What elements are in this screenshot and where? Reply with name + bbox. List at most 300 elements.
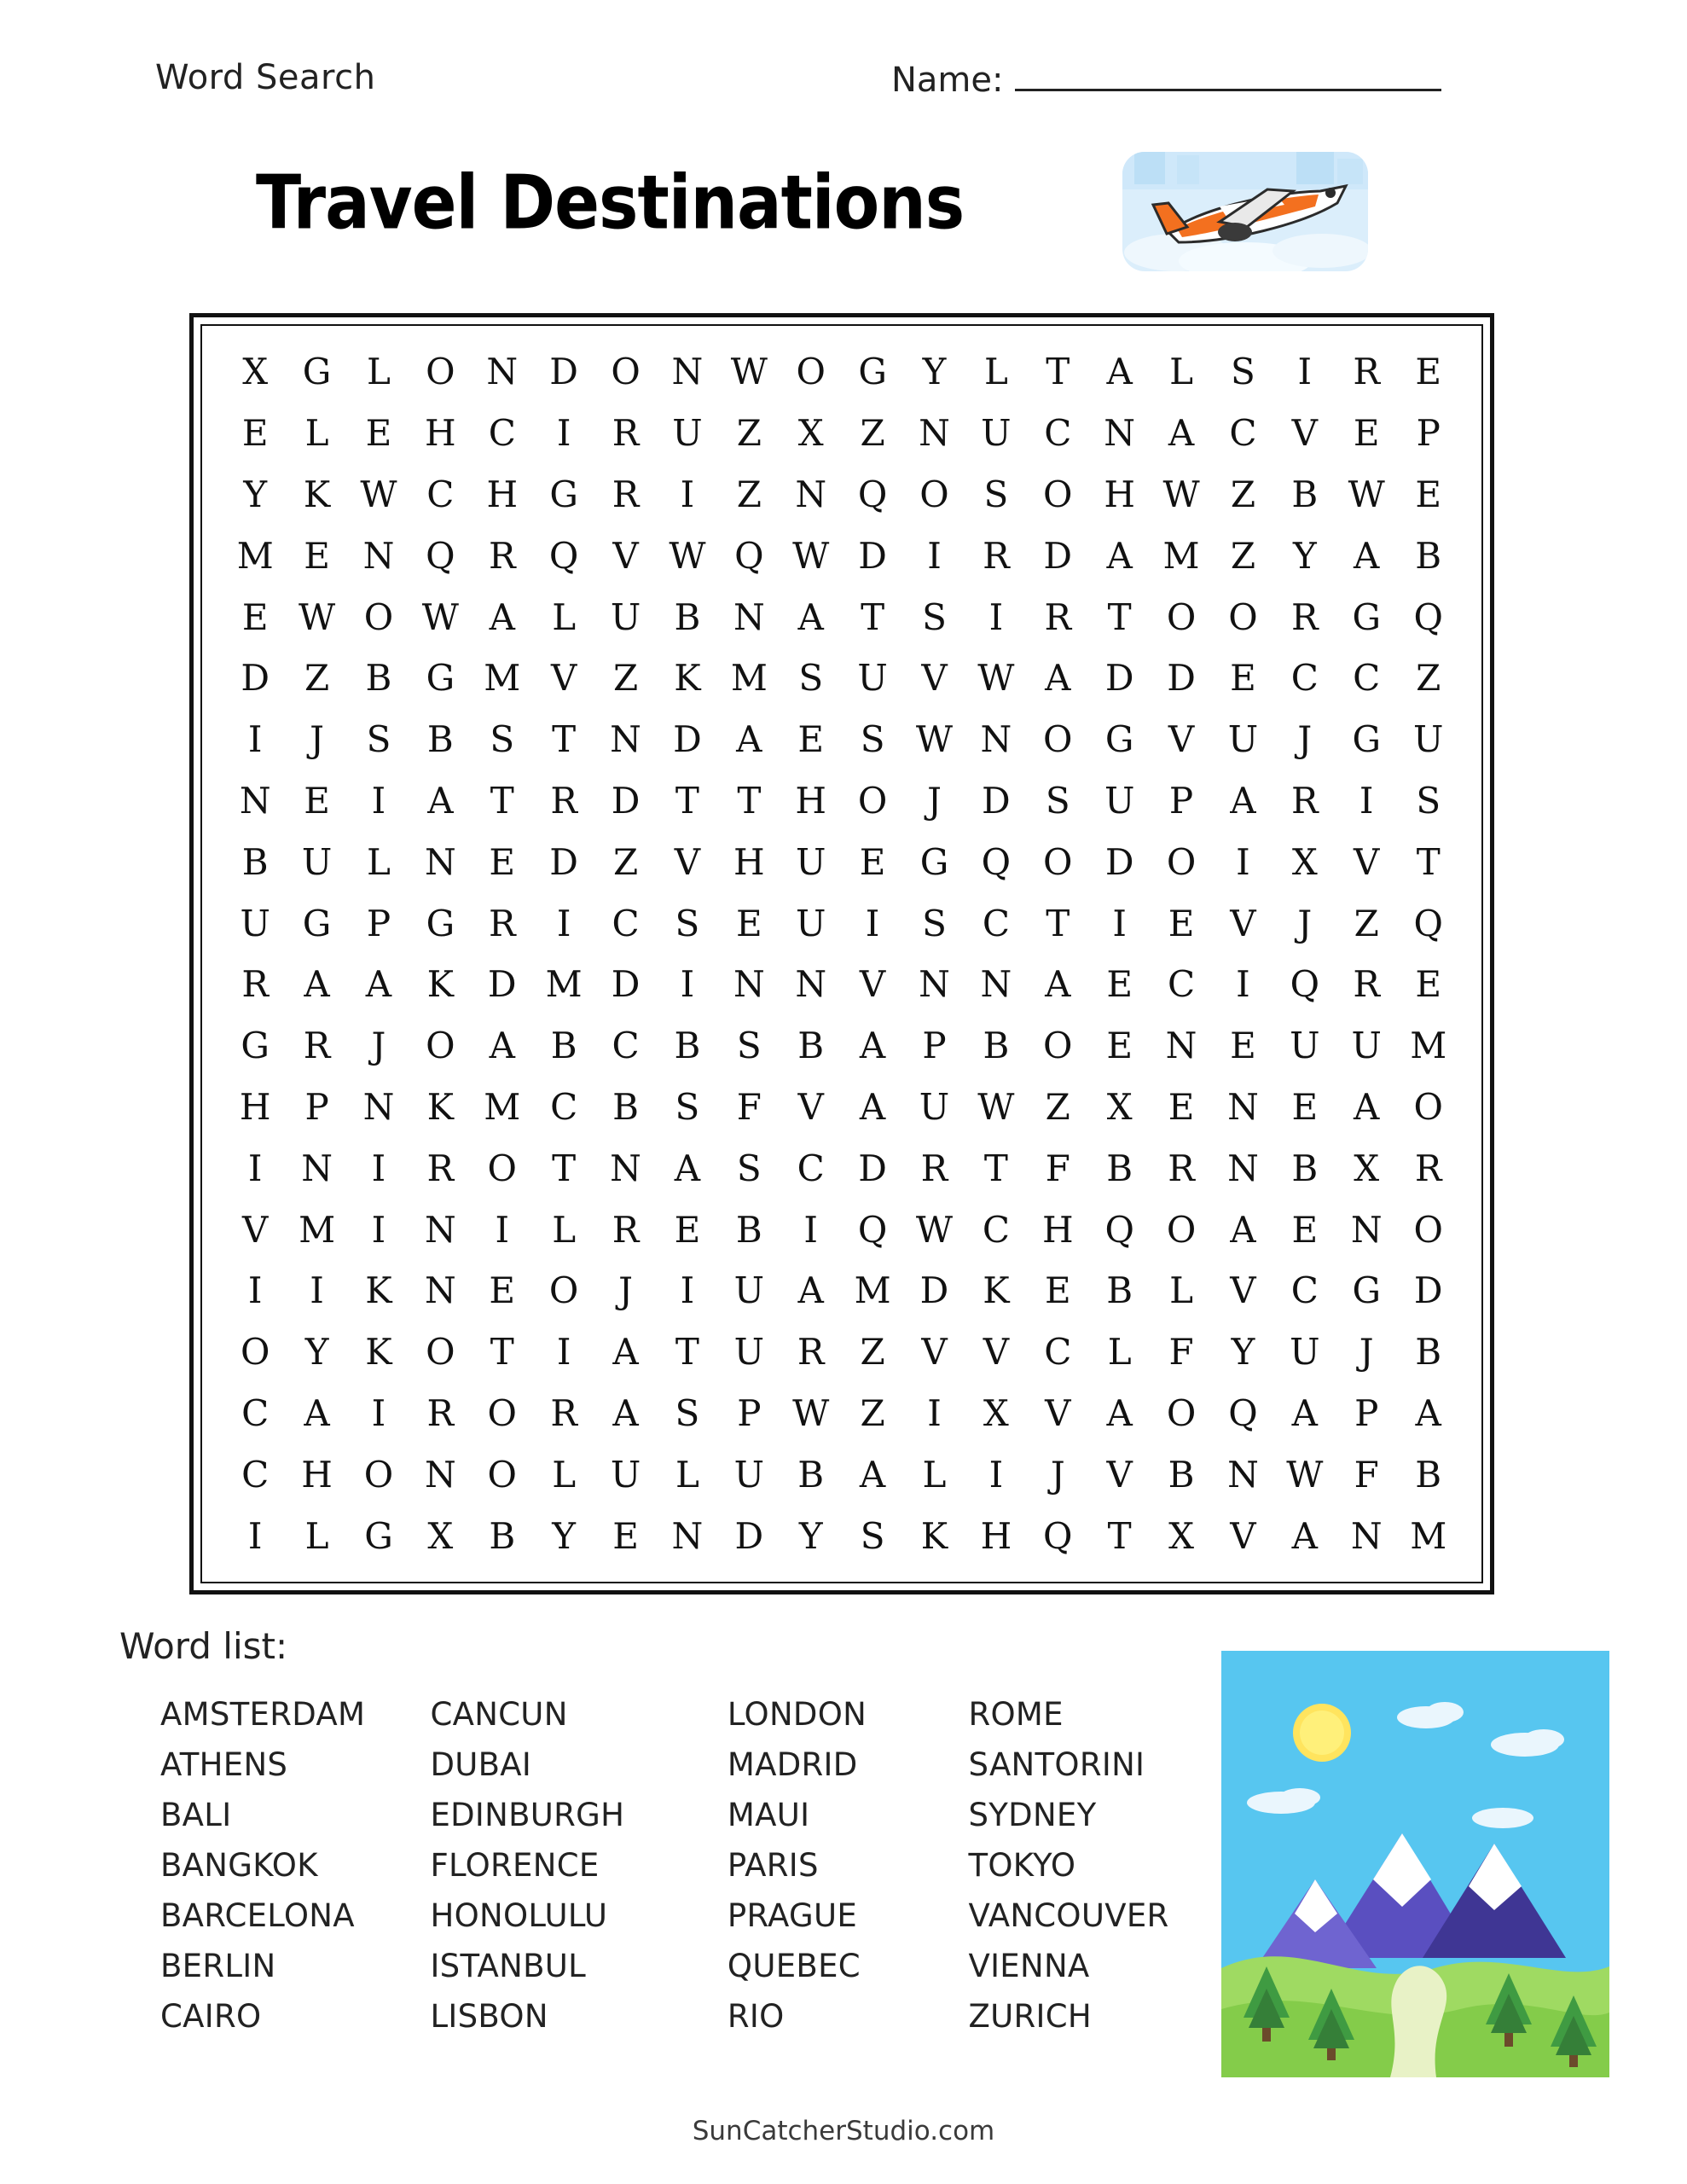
grid-cell[interactable]: D: [982, 779, 1011, 822]
grid-cell[interactable]: H: [1104, 473, 1135, 515]
grid-cell[interactable]: Q: [734, 534, 764, 577]
grid-cell[interactable]: N: [362, 534, 395, 577]
grid-cell[interactable]: J: [1297, 718, 1313, 761]
grid-cell[interactable]: I: [1236, 840, 1250, 883]
grid-cell[interactable]: A: [1291, 1391, 1318, 1434]
grid-cell[interactable]: T: [1046, 351, 1070, 393]
grid-cell[interactable]: N: [486, 351, 519, 393]
grid-cell[interactable]: U: [1290, 1025, 1320, 1067]
grid-cell[interactable]: B: [426, 718, 454, 761]
grid-cell[interactable]: V: [1354, 840, 1380, 883]
grid-cell[interactable]: K: [426, 1085, 455, 1128]
grid-cell[interactable]: I: [1112, 902, 1127, 944]
grid-cell[interactable]: S: [798, 657, 824, 700]
grid-cell[interactable]: B: [674, 1025, 701, 1067]
grid-cell[interactable]: L: [552, 595, 577, 638]
grid-cell[interactable]: L: [922, 1453, 947, 1496]
grid-cell[interactable]: E: [489, 1269, 516, 1312]
grid-cell[interactable]: K: [365, 1331, 392, 1374]
grid-cell[interactable]: T: [675, 779, 699, 822]
grid-cell[interactable]: V: [550, 657, 577, 700]
grid-cell[interactable]: J: [310, 718, 324, 761]
grid-cell[interactable]: E: [365, 412, 392, 455]
word-list-item[interactable]: EDINBURGH: [430, 1797, 625, 1833]
grid-cell[interactable]: A: [1354, 1085, 1380, 1128]
grid-cell[interactable]: V: [797, 1085, 824, 1128]
grid-cell[interactable]: Z: [1354, 902, 1379, 944]
grid-cell[interactable]: L: [367, 351, 391, 393]
grid-cell[interactable]: N: [1350, 1208, 1383, 1251]
grid-cell[interactable]: V: [1230, 1514, 1256, 1557]
grid-cell[interactable]: D: [858, 1147, 887, 1189]
grid-cell[interactable]: G: [302, 351, 332, 393]
grid-cell[interactable]: K: [303, 473, 331, 515]
grid-cell[interactable]: A: [304, 1391, 330, 1434]
grid-cell[interactable]: V: [612, 534, 639, 577]
grid-cell[interactable]: B: [1291, 1147, 1319, 1189]
grid-cell[interactable]: I: [803, 1208, 818, 1251]
grid-cell[interactable]: Z: [612, 657, 639, 700]
grid-cell[interactable]: G: [1352, 718, 1381, 761]
grid-cell[interactable]: W: [792, 534, 830, 577]
grid-cell[interactable]: Z: [304, 657, 330, 700]
word-list-item[interactable]: ROME: [968, 1696, 1064, 1733]
grid-cell[interactable]: M: [1410, 1514, 1447, 1557]
grid-cell[interactable]: N: [239, 779, 271, 822]
grid-cell[interactable]: N: [610, 1147, 641, 1189]
grid-cell[interactable]: I: [371, 1391, 386, 1434]
grid-cell[interactable]: X: [1106, 1085, 1133, 1128]
grid-cell[interactable]: P: [737, 1391, 762, 1434]
grid-cell[interactable]: E: [1230, 1025, 1256, 1067]
grid-cell[interactable]: B: [550, 1025, 577, 1067]
grid-cell[interactable]: L: [552, 1208, 577, 1251]
grid-cell[interactable]: O: [919, 473, 949, 515]
grid-cell[interactable]: B: [365, 657, 392, 700]
grid-cell[interactable]: B: [1106, 1269, 1133, 1312]
grid-cell[interactable]: L: [304, 412, 329, 455]
grid-cell[interactable]: F: [1045, 1147, 1070, 1189]
grid-cell[interactable]: I: [1359, 779, 1374, 822]
grid-cell[interactable]: E: [797, 718, 825, 761]
grid-cell[interactable]: G: [1104, 718, 1134, 761]
grid-cell[interactable]: L: [1169, 351, 1193, 393]
grid-cell[interactable]: O: [426, 1331, 455, 1374]
grid-cell[interactable]: O: [363, 1453, 394, 1496]
grid-cell[interactable]: R: [550, 779, 577, 822]
grid-cell[interactable]: Z: [1230, 534, 1256, 577]
word-list-item[interactable]: HONOLULU: [430, 1897, 608, 1934]
grid-cell[interactable]: O: [1043, 718, 1073, 761]
grid-cell[interactable]: B: [1291, 473, 1319, 515]
grid-cell[interactable]: E: [1106, 963, 1133, 1006]
grid-cell[interactable]: B: [797, 1453, 825, 1496]
grid-cell[interactable]: H: [795, 779, 827, 822]
grid-cell[interactable]: E: [241, 595, 269, 638]
grid-cell[interactable]: K: [920, 1514, 948, 1557]
grid-cell[interactable]: S: [675, 1085, 700, 1128]
grid-cell[interactable]: Q: [981, 840, 1012, 883]
grid-cell[interactable]: W: [792, 1391, 830, 1434]
grid-cell[interactable]: I: [556, 1331, 571, 1374]
grid-cell[interactable]: C: [1044, 1331, 1072, 1374]
grid-cell[interactable]: O: [1043, 840, 1073, 883]
grid-cell[interactable]: S: [922, 902, 947, 944]
grid-cell[interactable]: C: [1167, 963, 1196, 1006]
grid-cell[interactable]: E: [1168, 902, 1195, 944]
grid-cell[interactable]: M: [730, 657, 768, 700]
grid-cell[interactable]: N: [671, 1514, 704, 1557]
grid-cell[interactable]: H: [301, 1453, 333, 1496]
grid-cell[interactable]: Z: [860, 1391, 885, 1434]
grid-cell[interactable]: I: [247, 1147, 263, 1189]
word-list-item[interactable]: LISBON: [430, 1998, 548, 2035]
grid-cell[interactable]: J: [1359, 1331, 1374, 1374]
grid-cell[interactable]: O: [1043, 473, 1073, 515]
grid-cell[interactable]: J: [371, 1025, 386, 1067]
grid-cell[interactable]: A: [736, 718, 762, 761]
grid-cell[interactable]: B: [1415, 1453, 1442, 1496]
grid-cell[interactable]: A: [1230, 1208, 1256, 1251]
grid-cell[interactable]: R: [1353, 963, 1381, 1006]
grid-cell[interactable]: A: [427, 779, 454, 822]
grid-cell[interactable]: N: [301, 1147, 333, 1189]
grid-cell[interactable]: U: [672, 412, 703, 455]
grid-cell[interactable]: K: [983, 1269, 1010, 1312]
grid-cell[interactable]: D: [734, 1514, 764, 1557]
grid-cell[interactable]: C: [241, 1391, 270, 1434]
grid-cell[interactable]: A: [797, 595, 824, 638]
grid-cell[interactable]: D: [549, 840, 578, 883]
grid-cell[interactable]: E: [1415, 473, 1442, 515]
grid-cell[interactable]: C: [1290, 657, 1319, 700]
grid-cell[interactable]: C: [1229, 412, 1257, 455]
grid-cell[interactable]: W: [915, 1208, 954, 1251]
grid-cell[interactable]: P: [366, 902, 391, 944]
grid-cell[interactable]: Y: [552, 1514, 577, 1557]
grid-cell[interactable]: J: [1297, 902, 1313, 944]
grid-cell[interactable]: E: [1415, 963, 1442, 1006]
word-list-item[interactable]: LONDON: [727, 1696, 867, 1733]
grid-cell[interactable]: F: [736, 1085, 762, 1128]
grid-cell[interactable]: A: [489, 1025, 515, 1067]
grid-cell[interactable]: I: [988, 595, 1004, 638]
word-list-item[interactable]: DUBAI: [430, 1746, 532, 1783]
grid-cell[interactable]: B: [489, 1514, 516, 1557]
grid-cell[interactable]: Z: [1416, 657, 1441, 700]
grid-cell[interactable]: N: [919, 963, 950, 1006]
grid-cell[interactable]: M: [545, 963, 583, 1006]
grid-cell[interactable]: E: [1230, 657, 1256, 700]
grid-cell[interactable]: Q: [1228, 1391, 1258, 1434]
word-list-item[interactable]: MADRID: [727, 1746, 858, 1783]
word-list-item[interactable]: CAIRO: [160, 1998, 262, 2035]
grid-cell[interactable]: E: [1291, 1085, 1319, 1128]
grid-cell[interactable]: O: [1043, 1025, 1073, 1067]
grid-cell[interactable]: R: [1353, 351, 1381, 393]
grid-cell[interactable]: D: [1104, 657, 1134, 700]
grid-cell[interactable]: A: [1106, 1391, 1133, 1434]
word-list-item[interactable]: QUEBEC: [727, 1948, 861, 1984]
grid-cell[interactable]: A: [1045, 963, 1071, 1006]
grid-cell[interactable]: V: [674, 840, 701, 883]
grid-cell[interactable]: D: [487, 963, 517, 1006]
grid-cell[interactable]: I: [371, 779, 386, 822]
word-search-grid[interactable]: [189, 313, 1494, 1594]
grid-cell[interactable]: I: [556, 412, 571, 455]
grid-cell[interactable]: H: [980, 1514, 1012, 1557]
grid-cell[interactable]: N: [733, 963, 765, 1006]
grid-cell[interactable]: V: [921, 1331, 948, 1374]
grid-cell[interactable]: D: [1167, 657, 1196, 700]
grid-cell[interactable]: I: [988, 1453, 1004, 1496]
grid-cell[interactable]: D: [611, 779, 641, 822]
grid-cell[interactable]: D: [241, 657, 270, 700]
grid-cell[interactable]: C: [241, 1453, 270, 1496]
grid-cell[interactable]: R: [1168, 1147, 1195, 1189]
grid-cell[interactable]: I: [927, 1391, 942, 1434]
grid-cell[interactable]: J: [618, 1269, 633, 1312]
grid-cell[interactable]: D: [673, 718, 702, 761]
grid-cell[interactable]: C: [488, 412, 516, 455]
grid-cell[interactable]: V: [859, 963, 886, 1006]
grid-cell[interactable]: N: [424, 1453, 456, 1496]
grid-cell[interactable]: E: [1168, 1085, 1195, 1128]
word-list-item[interactable]: VIENNA: [968, 1948, 1090, 1984]
grid-cell[interactable]: O: [487, 1453, 517, 1496]
grid-cell[interactable]: Q: [1043, 1514, 1073, 1557]
grid-cell[interactable]: Q: [426, 534, 455, 577]
grid-cell[interactable]: U: [796, 902, 826, 944]
grid-cell[interactable]: G: [858, 351, 887, 393]
grid-cell[interactable]: C: [426, 473, 455, 515]
grid-cell[interactable]: O: [487, 1391, 517, 1434]
grid-cell[interactable]: K: [365, 1269, 392, 1312]
grid-cell[interactable]: U: [1290, 1331, 1320, 1374]
grid-cell[interactable]: X: [1168, 1514, 1194, 1557]
grid-cell[interactable]: A: [1415, 1391, 1441, 1434]
grid-cell[interactable]: T: [1107, 595, 1132, 638]
grid-cell[interactable]: Q: [857, 1208, 888, 1251]
grid-cell[interactable]: G: [1352, 595, 1381, 638]
grid-cell[interactable]: U: [610, 1453, 641, 1496]
word-list-item[interactable]: BARCELONA: [160, 1897, 355, 1934]
grid-cell[interactable]: G: [364, 1514, 393, 1557]
grid-cell[interactable]: N: [1165, 1025, 1197, 1067]
grid-cell[interactable]: I: [247, 718, 263, 761]
grid-cell[interactable]: M: [1410, 1025, 1447, 1067]
grid-cell[interactable]: T: [1416, 840, 1441, 883]
grid-cell[interactable]: R: [1291, 779, 1319, 822]
grid-cell[interactable]: S: [1416, 779, 1441, 822]
word-list-item[interactable]: PARIS: [727, 1847, 819, 1884]
grid-cell[interactable]: C: [982, 1208, 1010, 1251]
grid-cell[interactable]: P: [304, 1085, 329, 1128]
grid-cell[interactable]: L: [675, 1453, 699, 1496]
grid-cell[interactable]: O: [611, 351, 641, 393]
grid-cell[interactable]: R: [426, 1391, 455, 1434]
grid-cell[interactable]: O: [796, 351, 826, 393]
grid-cell[interactable]: N: [795, 473, 827, 515]
grid-cell[interactable]: R: [920, 1147, 948, 1189]
grid-cell[interactable]: U: [733, 1331, 765, 1374]
grid-cell[interactable]: B: [797, 1025, 825, 1067]
grid-cell[interactable]: V: [921, 657, 948, 700]
grid-cell[interactable]: Z: [860, 412, 885, 455]
grid-cell[interactable]: E: [304, 779, 330, 822]
word-list-item[interactable]: TOKYO: [968, 1847, 1076, 1884]
grid-cell[interactable]: E: [1353, 412, 1380, 455]
grid-cell[interactable]: T: [861, 595, 885, 638]
grid-cell[interactable]: A: [859, 1085, 886, 1128]
grid-cell[interactable]: H: [486, 473, 519, 515]
grid-cell[interactable]: O: [240, 1331, 270, 1374]
grid-cell[interactable]: C: [550, 1085, 578, 1128]
grid-cell[interactable]: N: [424, 1208, 456, 1251]
grid-cell[interactable]: E: [859, 840, 886, 883]
grid-cell[interactable]: C: [982, 902, 1010, 944]
grid-cell[interactable]: O: [363, 595, 394, 638]
grid-cell[interactable]: B: [1168, 1453, 1195, 1496]
grid-cell[interactable]: M: [854, 1269, 891, 1312]
grid-cell[interactable]: W: [977, 657, 1015, 700]
grid-cell[interactable]: Z: [1230, 473, 1256, 515]
grid-cell[interactable]: Z: [1045, 1085, 1070, 1128]
grid-cell[interactable]: X: [427, 1514, 454, 1557]
grid-cell[interactable]: O: [426, 1025, 455, 1067]
grid-cell[interactable]: O: [548, 1269, 579, 1312]
grid-cell[interactable]: L: [1107, 1331, 1132, 1374]
grid-cell[interactable]: W: [1348, 473, 1385, 515]
grid-cell[interactable]: A: [797, 1269, 824, 1312]
grid-cell[interactable]: B: [983, 1025, 1010, 1067]
grid-cell[interactable]: S: [860, 1514, 885, 1557]
word-list-item[interactable]: BERLIN: [160, 1948, 276, 1984]
grid-cell[interactable]: G: [426, 902, 455, 944]
grid-cell[interactable]: L: [1169, 1269, 1193, 1312]
grid-cell[interactable]: D: [1413, 1269, 1443, 1312]
grid-cell[interactable]: A: [612, 1391, 639, 1434]
grid-cell[interactable]: N: [919, 412, 950, 455]
grid-cell[interactable]: R: [303, 1025, 331, 1067]
grid-cell[interactable]: D: [858, 534, 887, 577]
grid-cell[interactable]: A: [304, 963, 330, 1006]
grid-cell[interactable]: V: [1045, 1391, 1071, 1434]
grid-cell[interactable]: R: [1044, 595, 1072, 638]
grid-cell[interactable]: Z: [736, 473, 762, 515]
grid-cell[interactable]: R: [1291, 595, 1319, 638]
grid-cell[interactable]: A: [1354, 534, 1380, 577]
grid-cell[interactable]: S: [366, 718, 391, 761]
grid-cell[interactable]: I: [247, 1269, 263, 1312]
grid-cell[interactable]: B: [1415, 534, 1442, 577]
grid-cell[interactable]: X: [1354, 1147, 1380, 1189]
grid-cell[interactable]: H: [1041, 1208, 1074, 1251]
grid-cell[interactable]: O: [1166, 840, 1197, 883]
grid-cell[interactable]: Y: [1231, 1331, 1255, 1374]
word-list-item[interactable]: SYDNEY: [968, 1797, 1097, 1833]
grid-cell[interactable]: C: [612, 902, 640, 944]
grid-cell[interactable]: B: [241, 840, 269, 883]
grid-cell[interactable]: G: [919, 840, 949, 883]
grid-cell[interactable]: S: [1045, 779, 1070, 822]
grid-cell[interactable]: O: [426, 351, 455, 393]
word-list-item[interactable]: FLORENCE: [430, 1847, 600, 1884]
grid-cell[interactable]: N: [1350, 1514, 1383, 1557]
grid-cell[interactable]: O: [1413, 1085, 1443, 1128]
grid-cell[interactable]: I: [371, 1208, 386, 1251]
grid-cell[interactable]: C: [1353, 657, 1381, 700]
grid-cell[interactable]: G: [1352, 1269, 1381, 1312]
grid-cell[interactable]: Z: [860, 1331, 885, 1374]
grid-cell[interactable]: U: [919, 1085, 950, 1128]
grid-cell[interactable]: L: [367, 840, 391, 883]
grid-cell[interactable]: G: [549, 473, 578, 515]
grid-cell[interactable]: R: [983, 534, 1010, 577]
grid-cell[interactable]: A: [674, 1147, 701, 1189]
word-list-item[interactable]: CANCUN: [430, 1696, 568, 1733]
grid-cell[interactable]: R: [612, 412, 640, 455]
grid-cell[interactable]: S: [983, 473, 1009, 515]
grid-cell[interactable]: M: [484, 657, 521, 700]
grid-cell[interactable]: Y: [1292, 534, 1317, 577]
grid-cell[interactable]: U: [301, 840, 333, 883]
grid-cell[interactable]: N: [733, 595, 765, 638]
grid-cell[interactable]: N: [424, 840, 456, 883]
grid-cell[interactable]: U: [733, 1269, 765, 1312]
grid-cell[interactable]: A: [1106, 351, 1133, 393]
grid-cell[interactable]: D: [611, 963, 641, 1006]
grid-cell[interactable]: U: [240, 902, 270, 944]
grid-cell[interactable]: W: [977, 1085, 1015, 1128]
grid-cell[interactable]: W: [360, 473, 397, 515]
grid-cell[interactable]: N: [1227, 1453, 1259, 1496]
grid-cell[interactable]: A: [365, 963, 392, 1006]
grid-cell[interactable]: D: [1104, 840, 1134, 883]
grid-cell[interactable]: N: [980, 963, 1012, 1006]
grid-cell[interactable]: P: [1416, 412, 1441, 455]
grid-cell[interactable]: B: [1415, 1331, 1442, 1374]
grid-cell[interactable]: Q: [857, 473, 888, 515]
grid-cell[interactable]: Q: [1104, 1208, 1134, 1251]
grid-cell[interactable]: O: [1413, 1208, 1443, 1251]
grid-cell[interactable]: I: [556, 902, 571, 944]
grid-cell[interactable]: Q: [1413, 595, 1443, 638]
grid-cell[interactable]: F: [1168, 1331, 1194, 1374]
grid-cell[interactable]: O: [1228, 595, 1258, 638]
grid-cell[interactable]: A: [859, 1453, 886, 1496]
grid-cell[interactable]: C: [797, 1147, 825, 1189]
grid-cell[interactable]: I: [247, 1514, 263, 1557]
grid-cell[interactable]: J: [1050, 1453, 1065, 1496]
grid-cell[interactable]: H: [733, 840, 765, 883]
grid-cell[interactable]: Z: [612, 840, 639, 883]
grid-cell[interactable]: D: [919, 1269, 949, 1312]
grid-cell[interactable]: I: [680, 963, 695, 1006]
grid-cell[interactable]: N: [424, 1269, 456, 1312]
grid-cell[interactable]: L: [304, 1514, 329, 1557]
grid-cell[interactable]: U: [1227, 718, 1259, 761]
word-list-item[interactable]: SANTORINI: [968, 1746, 1145, 1783]
grid-cell[interactable]: V: [242, 1208, 269, 1251]
grid-cell[interactable]: O: [1166, 1391, 1197, 1434]
grid-cell[interactable]: X: [983, 1391, 1009, 1434]
word-list-item[interactable]: ZURICH: [968, 1998, 1092, 2035]
grid-cell[interactable]: K: [426, 963, 455, 1006]
grid-cell[interactable]: U: [981, 412, 1012, 455]
word-list-item[interactable]: VANCOUVER: [968, 1897, 1169, 1934]
grid-cell[interactable]: X: [797, 412, 824, 455]
